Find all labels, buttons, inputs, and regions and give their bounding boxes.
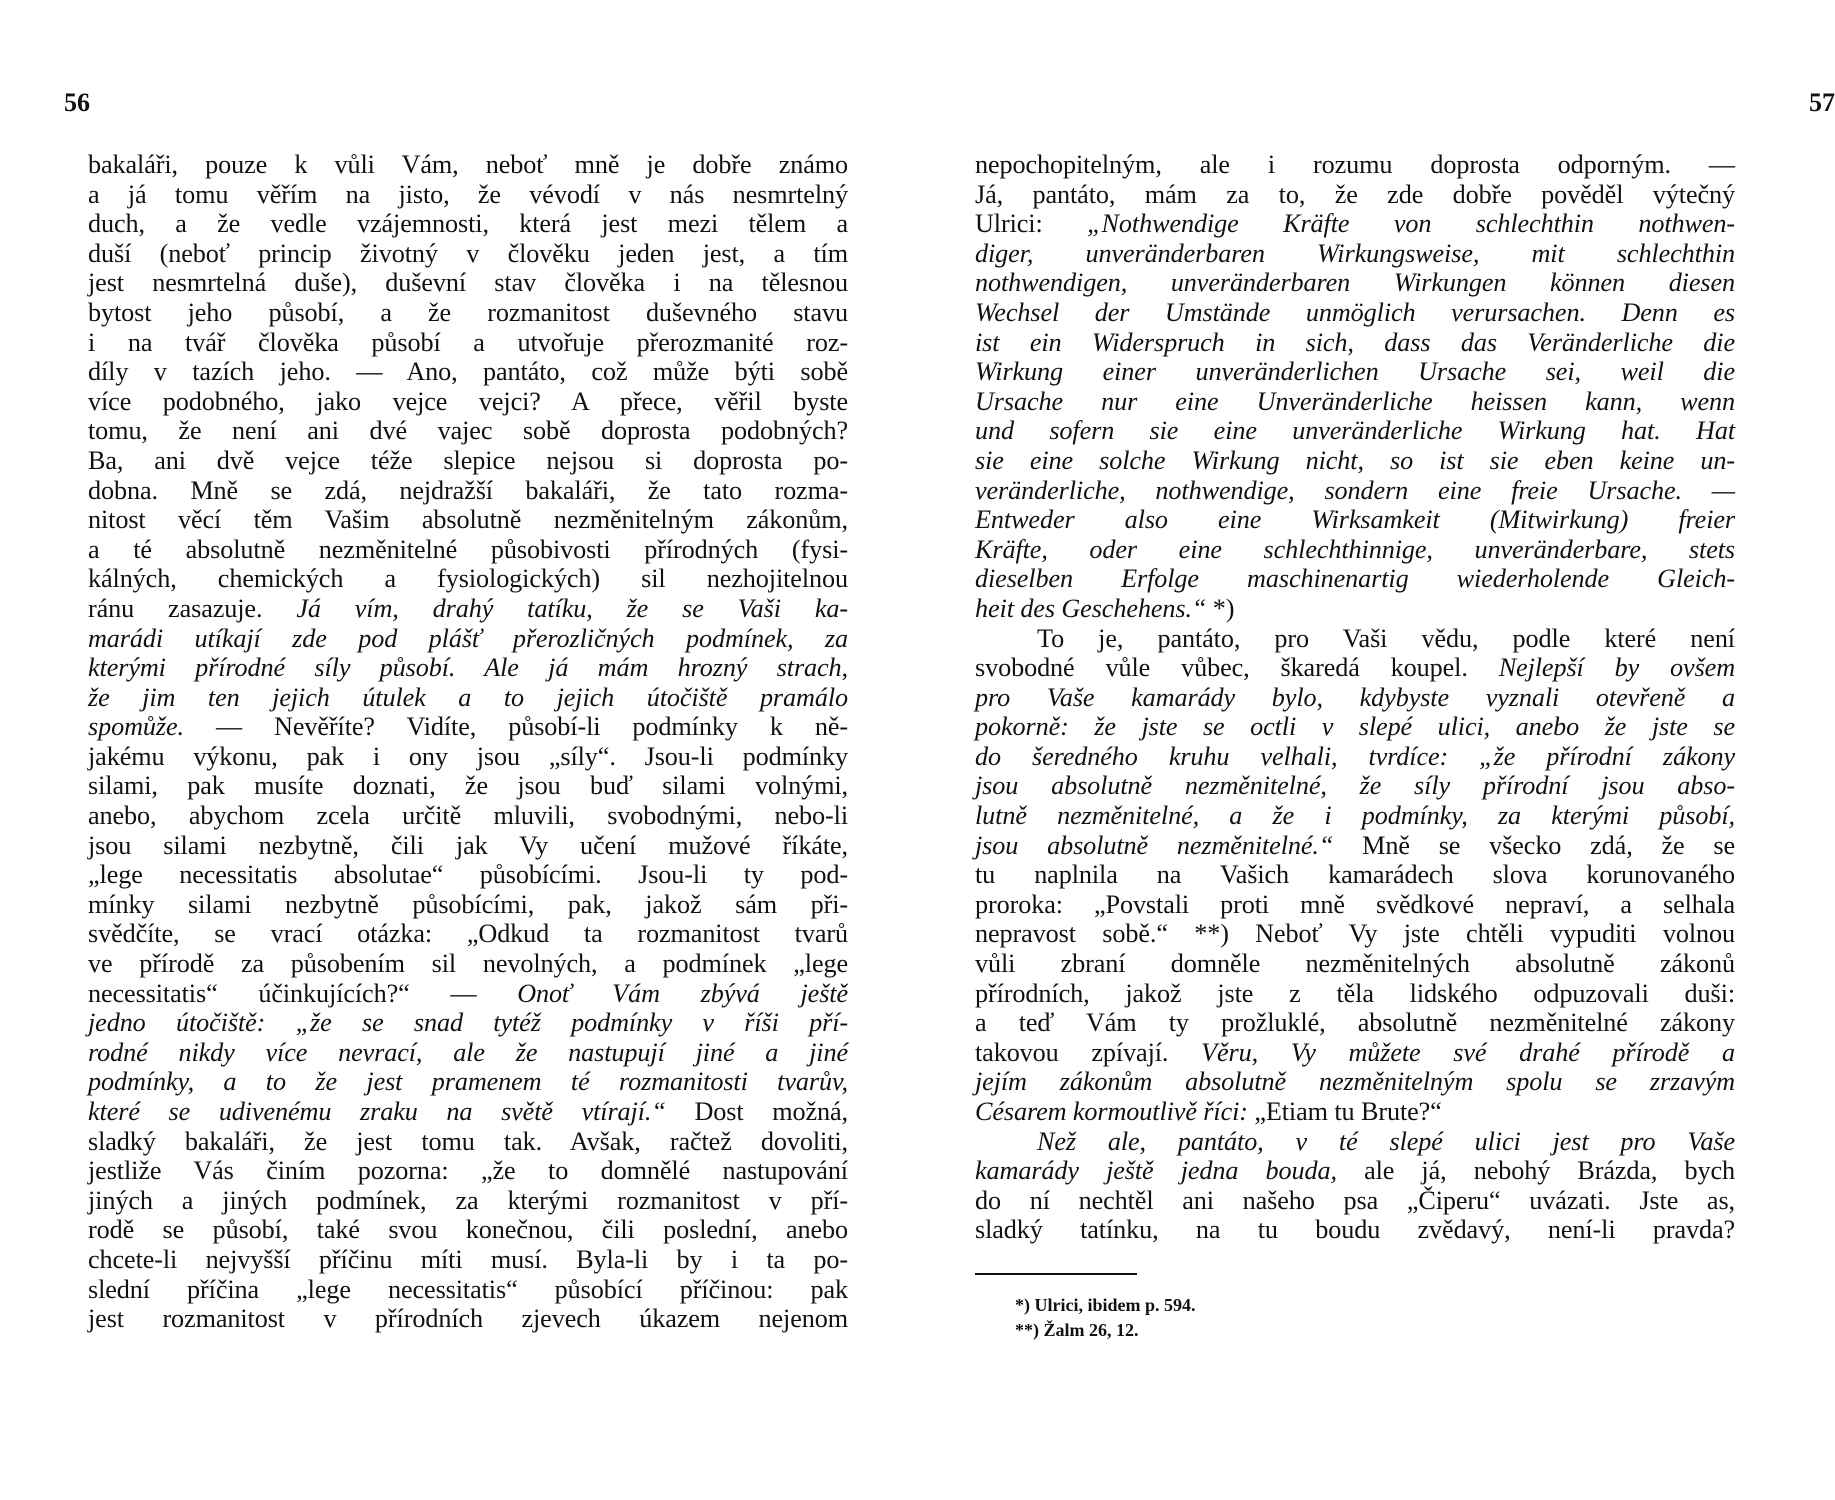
italic-segment: ist ein Widerspruch in sich, dass das Veränderliche die <box>975 327 1735 357</box>
text-line <box>975 1215 1735 1245</box>
italic-segment: veränderliche, nothwendige, sondern eine freie Ursache. — <box>975 475 1735 505</box>
roman-segment: dobna. Mně se zdá, nejdražší bakaláři, že tato rozma- <box>88 475 848 505</box>
italic-segment: Césarem kormoutlivě říci: <box>975 1097 1248 1126</box>
text-line <box>88 298 848 328</box>
roman-segment: ale já, nebohý Brázda, bych <box>1336 1156 1735 1186</box>
text-line <box>975 298 1735 328</box>
text-line <box>975 890 1735 920</box>
text-line <box>975 416 1735 446</box>
text-line <box>975 446 1735 476</box>
italic-segment: pokorně: že jste se octli v slepé ulici, anebo že jste se <box>975 712 1735 742</box>
roman-segment: ve přírodě za působením sil nevolných, a podmínek „lege <box>88 949 848 979</box>
text-line <box>975 1156 1735 1186</box>
text-line <box>975 624 1735 654</box>
roman-segment: „lege necessitatis absolutae“ působícími. Jsou-li ty pod- <box>88 860 848 890</box>
roman-segment: Mně se všecko zdá, že se <box>1333 830 1736 860</box>
roman-segment: bytost jeho působí, a že rozmanitost duševného stavu <box>88 297 848 327</box>
text-line <box>975 357 1735 387</box>
text-line <box>975 328 1735 358</box>
italic-segment: které se udivenému zraku na světě vtírají.“ <box>88 1097 666 1126</box>
text-line <box>88 1127 848 1157</box>
italic-segment: kamarády ještě jedna bouda, <box>975 1156 1337 1186</box>
italic-segment: jedno útočiště: „že se snad tytéž podmínky v říši pří- <box>88 1008 848 1038</box>
text-line <box>975 594 1735 624</box>
text-line <box>88 1304 848 1334</box>
italic-segment: Než ale, pantáto, v té slepé ulici jest pro Vaše <box>1037 1126 1735 1156</box>
text-line <box>88 771 848 801</box>
roman-segment: a té absolutně nezměnitelné působivosti přírodných (fysi- <box>88 534 848 564</box>
roman-segment: duch, a že vedle vzájemnosti, která jest mezi tělem a <box>88 209 848 239</box>
italic-segment: rodné nikdy více nevrací, ale že nastupují jiné a jiné <box>88 1037 848 1067</box>
roman-segment: do ní nechtěl ani našeho psa „Čiperu“ uvázati. Jste as, <box>975 1185 1735 1215</box>
left-page-text <box>88 150 848 1334</box>
italic-segment: dieselben Erfolge maschinenartig wiederholende Gleich- <box>975 564 1735 594</box>
text-line <box>88 1008 848 1038</box>
italic-segment: nothwendigen, unveränderbaren Wirkungen können diesen <box>975 268 1735 298</box>
text-line <box>975 949 1735 979</box>
italic-segment: Já vím, drahý tatíku, že se Vaši ka- <box>262 593 849 623</box>
text-line <box>975 712 1735 742</box>
text-line <box>88 1186 848 1216</box>
roman-segment: ránu zasazuje. <box>88 593 263 623</box>
roman-segment: více podobného, jako vejce vejci? A přece, věřil byste <box>88 386 848 416</box>
roman-segment: přírodních, jakož jste z těla lidského odpuzovali duši: <box>975 978 1735 1008</box>
italic-segment: spomůže. <box>88 712 184 742</box>
text-line <box>88 742 848 772</box>
roman-segment: nepochopitelným, ale i rozumu doprosta odporným. — <box>975 150 1735 179</box>
roman-segment: sladký tatínku, na tu boudu zvědavý, není-li pravda? <box>975 1215 1735 1245</box>
text-line <box>975 771 1735 801</box>
roman-segment: a já tomu věřím na jisto, že vévodí v nás nesmrtelný <box>88 179 848 209</box>
text-line <box>88 535 848 565</box>
roman-segment: Ba, ani dvě vejce téže slepice nejsou si doprosta po- <box>88 445 848 475</box>
text-line <box>88 476 848 506</box>
roman-segment: kálných, chemických a fysiologických) sil nezhojitelnou <box>88 564 848 594</box>
text-line <box>975 1127 1735 1157</box>
text-line <box>975 831 1735 861</box>
roman-segment: nepravost sobě.“ **) Neboť Vy jste chtěli vypuditi volnou <box>975 919 1735 949</box>
footnote: **) Žalm 26, 12. <box>1015 1320 1139 1341</box>
text-line <box>975 979 1735 1009</box>
roman-segment: silami, pak musíte doznati, že jsou buď silami volnými, <box>88 771 848 801</box>
roman-segment: chcete-li nejvyšší příčinu míti musí. Byla-li by i ta po- <box>88 1244 848 1274</box>
italic-segment: Ursache nur eine Unveränderliche heissen kann, wenn <box>975 386 1735 416</box>
text-line <box>88 831 848 861</box>
text-line <box>88 1156 848 1186</box>
roman-segment: bakaláři, pouze k vůli Vám, neboť mně je dobře známo <box>88 150 848 179</box>
text-line <box>88 328 848 358</box>
italic-segment: do šeredného kruhu velhali, tvrdíce: „že přírodní zákony <box>975 741 1735 771</box>
roman-segment: Dost možná, <box>665 1097 848 1126</box>
roman-segment: proroka: „Povstali proti mně svědkové nepraví, a selhala <box>975 889 1735 919</box>
text-line <box>88 860 848 890</box>
footnote: *) Ulrici, ibidem p. 594. <box>1015 1295 1196 1316</box>
text-line <box>88 1097 848 1127</box>
text-line <box>975 742 1735 772</box>
text-line <box>88 416 848 446</box>
text-line <box>975 919 1735 949</box>
text-line <box>88 594 848 624</box>
text-line <box>975 209 1735 239</box>
text-line <box>88 446 848 476</box>
roman-segment: svědčíte, se vrací otázka: „Odkud ta rozmanitost tvarů <box>88 919 848 949</box>
roman-segment: slední příčina „lege necessitatis“ působící příčinou: pak <box>88 1274 848 1304</box>
italic-segment: Entweder also eine Wirksamkeit (Mitwirkung) freier <box>975 505 1735 535</box>
italic-segment: marádi utíkají zde pod plášť přerozličných podmínek, za <box>88 623 848 653</box>
italic-segment: und sofern sie eine unveränderliche Wirkung hat. Hat <box>975 416 1735 446</box>
italic-segment: Wirkung einer unveränderlichen Ursache sei, weil die <box>975 357 1735 387</box>
italic-segment: kterými přírodné síly působí. Ale já mám hrozný strach, <box>88 653 848 683</box>
text-line <box>975 564 1735 594</box>
roman-segment: jest rozmanitost v přírodních zjevech úkazem nejenom <box>88 1304 848 1334</box>
italic-segment: Onoť Vám zbývá ještě <box>476 978 848 1008</box>
text-line <box>88 239 848 269</box>
roman-segment: díly v tazích jeho. — Ano, pantáto, což může býti sobě <box>88 357 848 387</box>
roman-segment: *) <box>1206 593 1235 623</box>
roman-segment: To je, pantáto, pro Vaši vědu, podle které není <box>1037 623 1735 653</box>
text-line <box>975 535 1735 565</box>
text-line <box>88 979 848 1009</box>
text-line <box>88 801 848 831</box>
text-line <box>975 387 1735 417</box>
text-line <box>975 1038 1735 1068</box>
roman-segment: necessitatis“ účinkujících?“ — <box>88 978 477 1008</box>
text-line <box>88 624 848 654</box>
roman-segment: mínky silami nezbytně působícími, pak, jakož sám při- <box>88 889 848 919</box>
text-line <box>975 150 1735 180</box>
roman-segment: Ulrici: <box>975 209 1043 239</box>
italic-segment: sie eine solche Wirkung nicht, so ist sie eben keine un- <box>975 445 1735 475</box>
roman-segment: nitost věcí těm Vašim absolutně nezměnitelným zákonům, <box>88 505 848 535</box>
text-line <box>975 1008 1735 1038</box>
italic-segment: jejím zákonům absolutně nezměnitelným spolu se zrzavým <box>975 1067 1735 1097</box>
text-line <box>975 1067 1735 1097</box>
roman-segment: takovou zpívají. <box>975 1037 1169 1067</box>
roman-segment: jakému výkonu, pak i ony jsou „síly“. Jsou-li podmínky <box>88 741 848 771</box>
text-line <box>88 712 848 742</box>
text-line <box>975 1097 1735 1127</box>
roman-segment: Já, pantáto, mám za to, že zde dobře pověděl výtečný <box>975 179 1735 209</box>
italic-segment: jsou absolutně nezměnitelné, že síly přírodní jsou abso- <box>975 771 1735 801</box>
roman-segment: tu naplnila na Vašich kamarádech slova korunovaného <box>975 860 1735 890</box>
italic-segment: lutně nezměnitelné, a že i podmínky, za kterými působí, <box>975 801 1735 831</box>
italic-segment: diger, unveränderbaren Wirkungsweise, mit schlechthin <box>975 238 1735 268</box>
text-line <box>88 180 848 210</box>
italic-segment: Wechsel der Umstände unmöglich verursachen. Denn es <box>975 297 1735 327</box>
roman-segment: a teď Vám ty prožluklé, absolutně nezměnitelné zákony <box>975 1008 1735 1038</box>
text-line <box>975 653 1735 683</box>
text-line <box>88 209 848 239</box>
italic-segment: pro Vaše kamarády bylo, kdybyste vyznali otevřeně a <box>975 682 1735 712</box>
roman-segment: svobodné vůle vůbec, škaredá koupel. <box>975 653 1468 683</box>
right-page-text <box>975 150 1735 1245</box>
text-line <box>88 1067 848 1097</box>
italic-segment: Kräfte, oder eine schlechthinnige, unveränderbare, stets <box>975 534 1735 564</box>
text-line <box>975 860 1735 890</box>
text-line <box>975 268 1735 298</box>
italic-segment: Věru, Vy můžete své drahé přírodě a <box>1168 1037 1735 1067</box>
italic-segment: Nejlepší by ovšem <box>1467 653 1736 683</box>
text-line <box>88 890 848 920</box>
roman-segment: vůli zbraní domněle nezměnitelných absolutně zákonů <box>975 949 1735 979</box>
roman-segment: rodě se působí, také svou konečnou, čili poslední, anebo <box>88 1215 848 1245</box>
text-line <box>88 653 848 683</box>
roman-segment: jest nesmrtelná duše), duševní stav člověka i na tělesnou <box>88 268 848 298</box>
text-line <box>88 949 848 979</box>
italic-segment: podmínky, a to že jest pramenem té rozmanitosti tvarův, <box>88 1067 848 1097</box>
roman-segment: duší (neboť princip životný v člověku jeden jest, a tím <box>88 238 848 268</box>
roman-segment: sladký bakaláři, že jest tomu tak. Avšak, račtež dovoliti, <box>88 1126 848 1156</box>
text-line <box>88 268 848 298</box>
italic-segment: „Nothwendige Kräfte von schlechthin nothwen- <box>1042 209 1735 239</box>
roman-segment: anebo, abychom zcela určitě mluvili, svobodnými, nebo-li <box>88 801 848 831</box>
text-line <box>975 239 1735 269</box>
text-line <box>88 357 848 387</box>
roman-segment: — Nevěříte? Vidíte, působí-li podmínky k ně- <box>183 712 848 742</box>
roman-segment: „Etiam tu Brute?“ <box>1247 1097 1442 1126</box>
text-line <box>88 387 848 417</box>
roman-segment: jsou silami nezbytně, čili jak Vy učení mužové říkáte, <box>88 830 848 860</box>
text-line <box>88 1215 848 1245</box>
text-line <box>88 1275 848 1305</box>
text-line <box>88 919 848 949</box>
italic-segment: heit des Geschehens.“ <box>975 593 1207 623</box>
roman-segment: jestliže Vás činím pozorna: „že to domnělé nastupování <box>88 1156 848 1186</box>
roman-segment: i na tvář člověka působí a utvořuje přerozmanité roz- <box>88 327 848 357</box>
text-line <box>88 150 848 180</box>
text-line <box>88 1038 848 1068</box>
roman-segment: tomu, že není ani dvé vajec sobě doprosta podobných? <box>88 416 848 446</box>
page-number-right: 57 <box>1809 88 1835 117</box>
text-line <box>975 476 1735 506</box>
text-line <box>88 1245 848 1275</box>
page-number-left: 56 <box>64 88 90 117</box>
footnote-rule <box>975 1273 1137 1275</box>
italic-segment: že jim ten jejich útulek a to jejich útočiště pramálo <box>88 682 848 712</box>
text-line <box>975 505 1735 535</box>
text-line <box>88 683 848 713</box>
text-line <box>975 683 1735 713</box>
text-line <box>88 505 848 535</box>
text-line <box>975 180 1735 210</box>
italic-segment: jsou absolutně nezměnitelné.“ <box>975 830 1334 860</box>
footnotes <box>975 1293 1735 1343</box>
text-line <box>975 1186 1735 1216</box>
roman-segment: jiných a jiných podmínek, za kterými rozmanitost v pří- <box>88 1185 848 1215</box>
text-line <box>88 564 848 594</box>
text-line <box>975 801 1735 831</box>
